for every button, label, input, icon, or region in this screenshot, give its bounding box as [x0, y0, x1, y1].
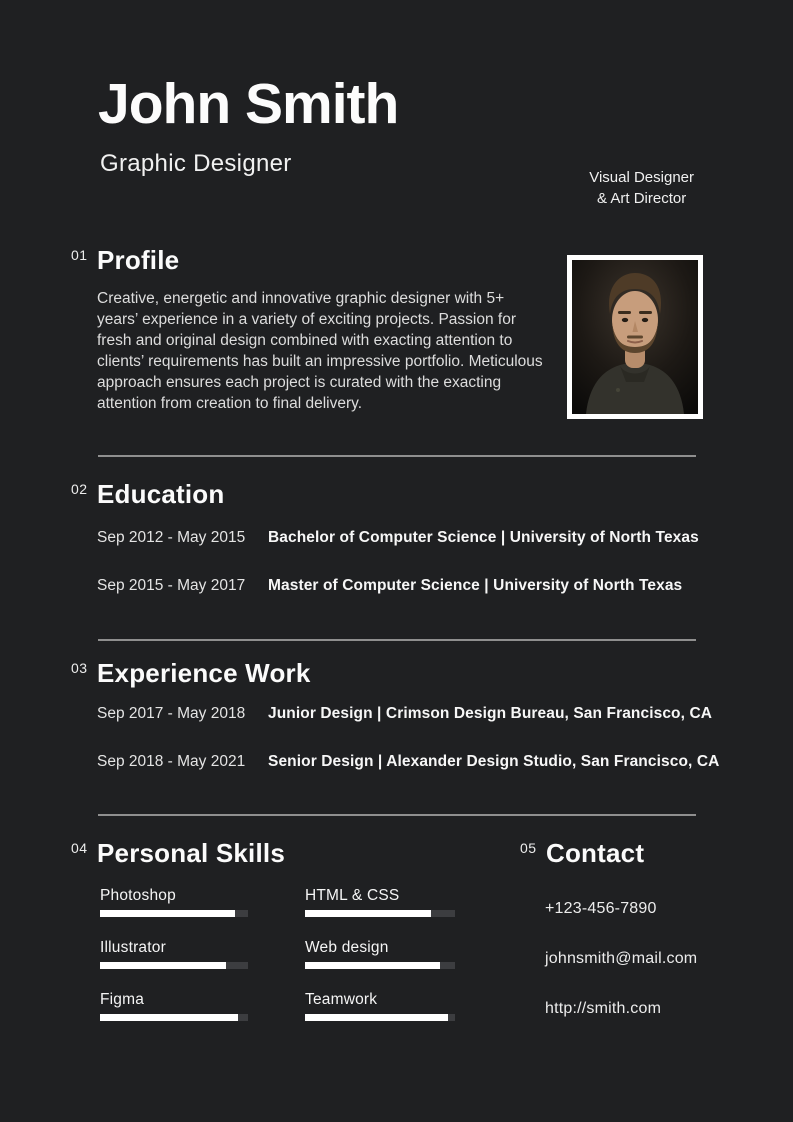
skill-label: Teamwork	[305, 991, 378, 1008]
education-detail: Master of Computer Science | University of North Texas	[268, 577, 683, 594]
skill-item	[305, 939, 455, 991]
skill-item	[100, 887, 248, 939]
profile-photo	[567, 255, 703, 419]
section-divider	[98, 455, 696, 457]
skill-item	[100, 991, 248, 1043]
education-dates: Sep 2012 - May 2015	[97, 529, 246, 546]
profile-section-number: 01	[71, 247, 88, 263]
education-detail: Bachelor of Computer Science | University of North Texas	[268, 529, 699, 546]
skill-label: Figma	[100, 991, 145, 1008]
experience-row	[97, 704, 712, 723]
skills-heading-label: Personal Skills	[97, 838, 285, 868]
experience-dates: Sep 2018 - May 2021	[97, 753, 246, 770]
contact-phone[interactable]: +123-456-7890	[545, 900, 657, 917]
experience-detail: Junior Design | Crimson Design Bureau, San Francisco, CA	[268, 705, 713, 722]
skill-bar-track	[305, 1014, 455, 1021]
tagline	[589, 167, 694, 209]
profile-text: Creative, energetic and innovative graphic designer with 5+ years’ experience in a variety of exciting projects. Passion for fresh and original design combined with exacting attention to clients’ requirements has built an impressive portfolio. Meticulous approach ensures each project is curated with the exacting attention from creation to final delivery.	[97, 290, 543, 412]
contact-heading-label: Contact	[546, 838, 645, 868]
skill-item	[305, 991, 455, 1043]
tagline-line-2: & Art Director	[597, 190, 687, 207]
skill-bar-fill	[100, 910, 235, 917]
skills-grid	[100, 887, 455, 1043]
skills-heading	[71, 838, 285, 868]
profile-heading	[71, 245, 180, 275]
skill-label: Photoshop	[100, 887, 176, 904]
experience-dates: Sep 2017 - May 2018	[97, 705, 246, 722]
education-section-number: 02	[71, 481, 88, 497]
person-name: John Smith	[98, 72, 399, 136]
experience-heading	[71, 658, 311, 688]
education-heading	[71, 479, 225, 509]
skill-bar-fill	[305, 910, 431, 917]
education-heading-label: Education	[97, 479, 225, 509]
person-role: Graphic Designer	[100, 150, 292, 177]
contact-section-number: 05	[520, 840, 537, 856]
skills-section-number: 04	[71, 840, 88, 856]
skill-bar-track	[100, 910, 248, 917]
contact-list	[545, 900, 697, 1050]
skill-bar-track	[305, 910, 455, 917]
education-dates: Sep 2015 - May 2017	[97, 577, 246, 594]
skill-bar-track	[100, 962, 248, 969]
skill-label: Web design	[305, 939, 389, 956]
contact-email[interactable]: johnsmith@mail.com	[545, 950, 698, 967]
skill-bar-track	[305, 962, 455, 969]
skill-bar-track	[100, 1014, 248, 1021]
skill-item	[305, 887, 455, 939]
tagline-line-1: Visual Designer	[589, 169, 694, 186]
education-row	[97, 576, 682, 595]
skill-label: HTML & CSS	[305, 887, 400, 904]
contact-heading	[520, 838, 645, 868]
portrait-illustration	[572, 260, 698, 414]
experience-section-number: 03	[71, 660, 88, 676]
section-divider	[98, 814, 696, 816]
experience-row	[97, 752, 719, 771]
skill-label: Illustrator	[100, 939, 166, 956]
experience-heading-label: Experience Work	[97, 658, 311, 688]
skill-bar-fill	[100, 962, 226, 969]
education-row	[97, 528, 699, 547]
skill-bar-fill	[100, 1014, 238, 1021]
contact-website[interactable]: http://smith.com	[545, 1000, 662, 1017]
skill-bar-fill	[305, 962, 440, 969]
experience-detail: Senior Design | Alexander Design Studio, San Francisco, CA	[268, 753, 720, 770]
skill-bar-fill	[305, 1014, 448, 1021]
skill-item	[100, 939, 248, 991]
section-divider	[98, 639, 696, 641]
profile-heading-label: Profile	[97, 245, 180, 275]
